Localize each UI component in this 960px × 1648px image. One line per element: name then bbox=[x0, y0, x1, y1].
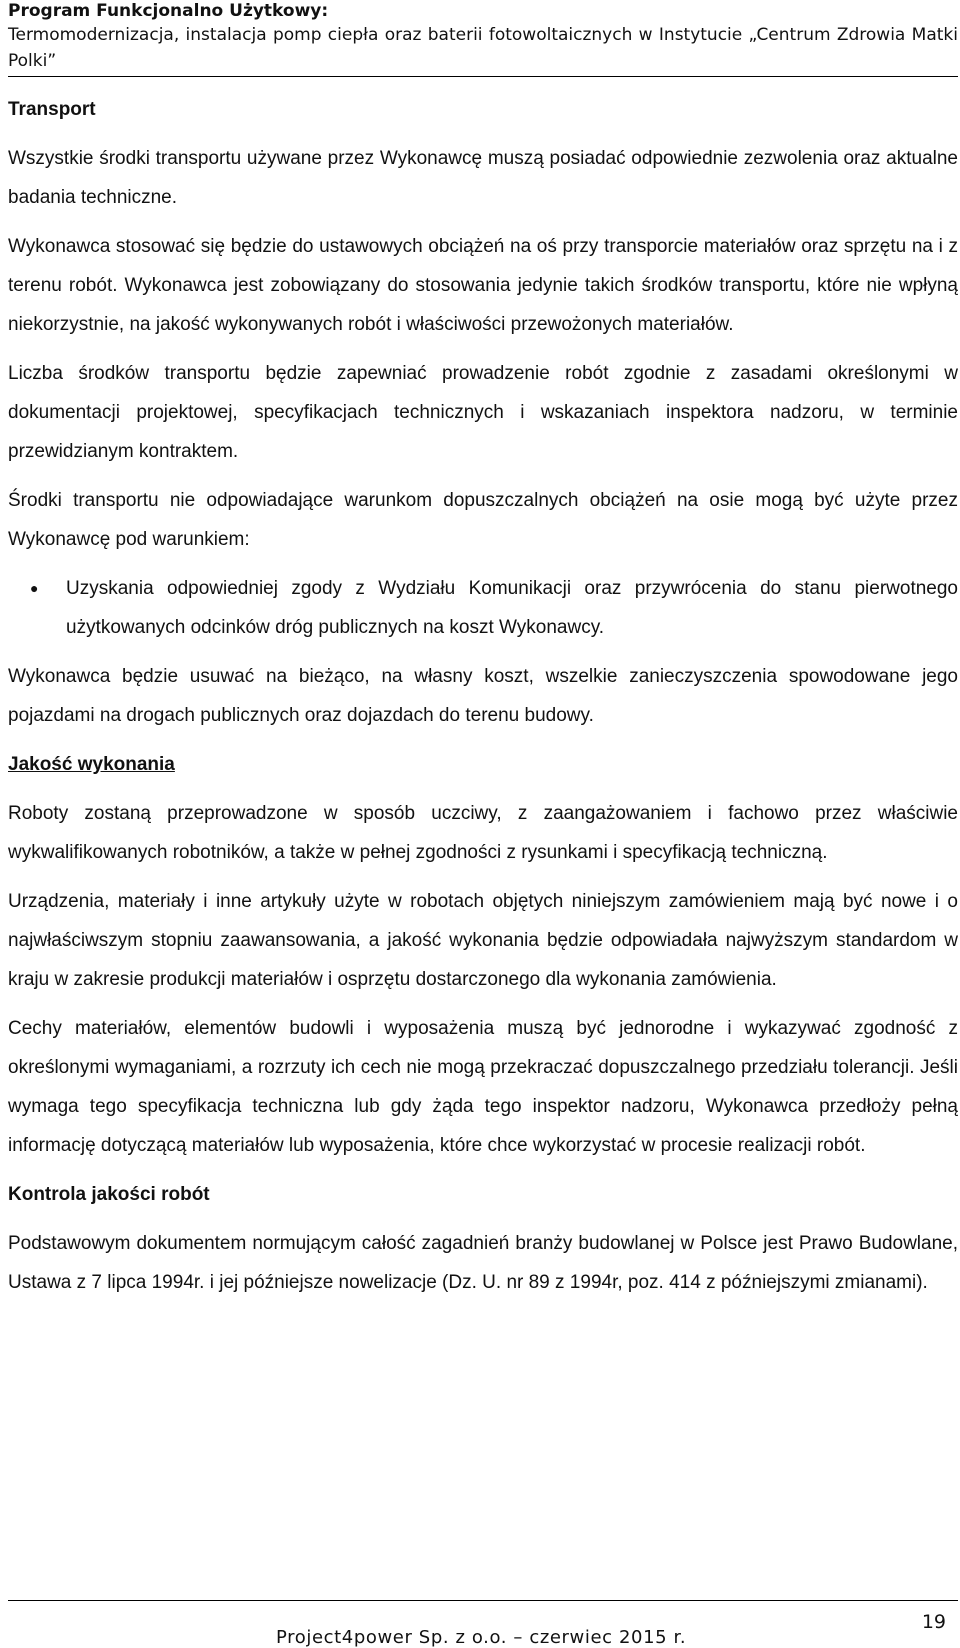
section-heading-control: Kontrola jakości robót bbox=[8, 1184, 210, 1205]
document-header bbox=[8, 0, 958, 77]
paragraph: Wszystkie środki transportu używane przez Wykonawcę muszą posiadać odpowiednie zezwolenia oraz aktualne badania techniczne. bbox=[8, 148, 958, 208]
list-item bbox=[30, 569, 958, 647]
document-body bbox=[8, 90, 958, 1312]
section-heading-transport: Transport bbox=[8, 99, 96, 120]
section-heading-quality: Jakość wykonania bbox=[8, 754, 175, 775]
paragraph: Wykonawca będzie usuwać na bieżąco, na własny koszt, wszelkie zanieczyszczenia spowodowane jego pojazdami na drogach publicznych oraz dojazdach do terenu budowy. bbox=[8, 666, 958, 726]
paragraph: Liczba środków transportu będzie zapewniać prowadzenie robót zgodnie z zasadami określonymi w dokumentacji projektowej, specyfikacjach technicznych i wskazaniach inspektora nadzoru, w terminie przewidzianym kontraktem. bbox=[8, 363, 958, 462]
paragraph: Środki transportu nie odpowiadające warunkom dopuszczalnych obciążeń na osie mogą być użyte przez Wykonawcę pod warunkiem: bbox=[8, 490, 958, 550]
footer-text: Project4power Sp. z o.o. – czerwiec 2015 r. bbox=[276, 1627, 687, 1648]
list-item-text: Uzyskania odpowiedniej zgody z Wydziału Komunikacji oraz przywrócenia do stanu pierwotnego użytkowanych odcinków dróg publicznych na koszt Wykonawcy. bbox=[66, 578, 958, 638]
paragraph: Roboty zostaną przeprowadzone w sposób uczciwy, z zaangażowaniem i fachowo przez właściwie wykwalifikowanych robotników, a także w pełnej zgodności z rysunkami i specyfikacją techniczną. bbox=[8, 803, 958, 863]
project-title: Termomodernizacja, instalacja pomp ciepła oraz baterii fotowoltaicznych w Instytucie „Centrum Zdrowia Matki Polki” bbox=[8, 25, 958, 71]
document-footer bbox=[8, 1600, 958, 1648]
page-number: 19 bbox=[921, 1611, 946, 1633]
paragraph: Cechy materiałów, elementów budowli i wyposażenia muszą być jednorodne i wykazywać zgodność z określonymi wymaganiami, a rozrzuty ich cech nie mogą przekraczać dopuszczalnego przedziału tolerancji. Jeśli wymaga tego specyfikacja techniczna lub gdy żąda tego inspektor nadzoru, Wykonawca przedłoży pełną informację dotyczącą materiałów lub wyposażenia, które chce wykorzystać w procesie realizacji robót. bbox=[8, 1018, 958, 1156]
bullet-icon: ● bbox=[30, 580, 39, 596]
bullet-list bbox=[8, 569, 958, 647]
paragraph: Podstawowym dokumentem normującym całość zagadnień branży budowlanej w Polsce jest Prawo Budowlane, Ustawa z 7 lipca 1994r. i jej późniejsze nowelizacje (Dz. U. nr 89 z 1994r, poz. 414 z późniejszymi zmianami). bbox=[8, 1233, 958, 1293]
program-title: Program Funkcjonalno Użytkowy: bbox=[8, 1, 329, 21]
paragraph: Wykonawca stosować się będzie do ustawowych obciążeń na oś przy transporcie materiałów oraz sprzętu na i z terenu robót. Wykonawca jest zobowiązany do stosowania jedynie takich środków transportu, które nie wpłyną niekorzystnie, na jakość wykonywanych robót i właściwości przewożonych materiałów. bbox=[8, 236, 958, 335]
paragraph: Urządzenia, materiały i inne artykuły użyte w robotach objętych niniejszym zamówieniem mają być nowe i o najwłaściwszym stopniu zaawansowania, a jakość wykonania będzie odpowiadała najwyższym standardom w kraju w zakresie produkcji materiałów i osprzętu dostarczonego dla wykonania zamówienia. bbox=[8, 891, 958, 990]
